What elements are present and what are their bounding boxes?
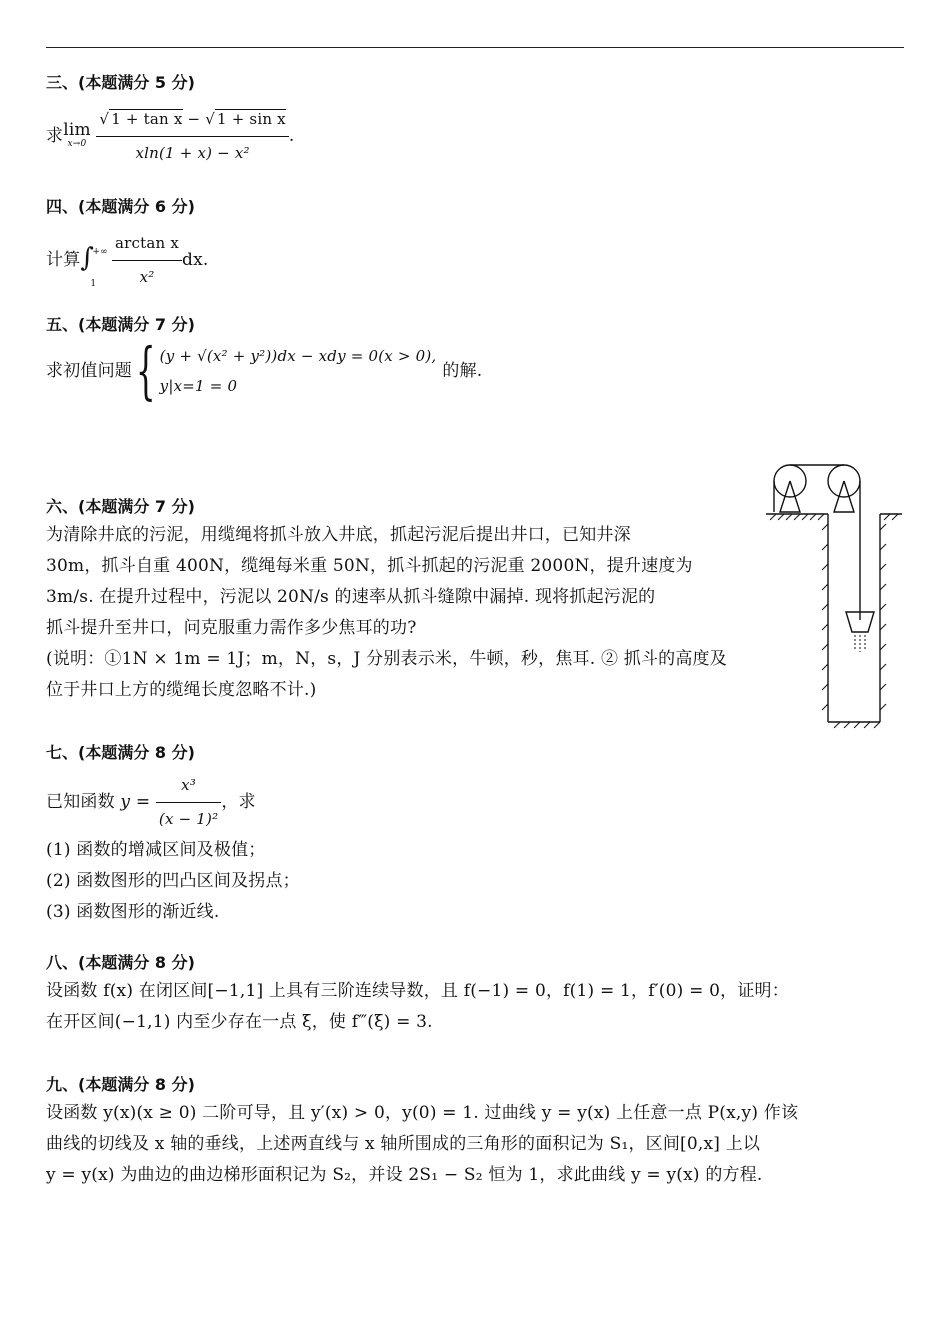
- suffix-text: dx.: [182, 250, 209, 270]
- text-line: 曲线的切线及 x 轴的垂线，上述两直线与 x 轴所围成的三角形的面积记为 S₁，区间[0,x] 上以: [46, 1134, 761, 1154]
- lim-subscript: x→0: [67, 138, 87, 149]
- section-5: [46, 314, 906, 407]
- section-heading: 九、(本题满分 8 分): [46, 1075, 195, 1094]
- left-brace: {: [135, 334, 156, 407]
- text-line: 位于井口上方的缆绳长度忽略不计.): [46, 680, 317, 700]
- text-line: y = y(x) 为曲边的曲边梯形面积记为 S₂，并设 2S₁ − S₂ 恒为 1，求此曲线 y = y(x) 的方程.: [46, 1165, 763, 1185]
- minus-sign: −: [182, 110, 206, 128]
- well-pulley-diagram: [762, 460, 908, 730]
- differential-equation: (y + √(x² + y²))dx − xdy = 0(x > 0),: [159, 347, 437, 365]
- section-3: [46, 72, 906, 169]
- list-item: (2) 函数图形的凹凸区间及拐点；: [46, 871, 300, 891]
- function-lhs: y =: [120, 792, 151, 812]
- limit-expression: [46, 104, 906, 169]
- sqrt-term-a: 1 + tan x: [111, 110, 183, 128]
- suffix-text: ，求: [221, 792, 256, 812]
- integrand-denominator: x²: [139, 268, 155, 286]
- suffix-text: 的解.: [442, 360, 483, 381]
- text-line: 30m，抓斗自重 400N，缆绳每米重 50N，抓斗抓起的污泥重 2000N，提升速度为: [46, 556, 693, 576]
- fraction-denominator: xln(1 + x) − x²: [135, 144, 250, 162]
- problem-text: [46, 1098, 906, 1191]
- problem-text: [46, 976, 906, 1038]
- question-list: [46, 835, 906, 928]
- sqrt-term-b: 1 + sin x: [216, 110, 286, 128]
- section-4: [46, 196, 906, 293]
- prefix-text: 求初值问题: [46, 360, 132, 381]
- integral-expression: [46, 228, 906, 293]
- integrand-fraction: [112, 228, 182, 293]
- section-heading: 八、(本题满分 8 分): [46, 953, 195, 972]
- initial-condition: y|x=1 = 0: [159, 377, 238, 395]
- section-9: [46, 1074, 906, 1191]
- prefix-text: 求: [46, 126, 64, 146]
- equation-system: [132, 334, 437, 407]
- section-7: [46, 742, 906, 928]
- function-definition: [46, 770, 906, 835]
- fraction-numerator: √ 1 + tan x − √ 1 + sin x: [96, 104, 288, 137]
- system-lines: [160, 341, 437, 401]
- prefix-text: 已知函数: [46, 792, 115, 812]
- function-fraction: [156, 770, 221, 835]
- lim-label: lim: [63, 119, 91, 140]
- section-heading: 五、(本题满分 7 分): [46, 315, 195, 334]
- list-item: (1) 函数的增减区间及极值；: [46, 840, 266, 860]
- text-line: 设函数 f(x) 在闭区间[−1,1] 上具有三阶连续导数，且 f(−1) = 0，f(1) = 1，f′(0) = 0，证明：: [46, 981, 789, 1001]
- section-heading: 四、(本题满分 6 分): [46, 197, 195, 216]
- text-line: 在开区间(−1,1) 内至少存在一点 ξ，使 f‴(ξ) = 3.: [46, 1012, 433, 1032]
- lower-limit: 1: [90, 278, 97, 289]
- section-6: [46, 496, 746, 706]
- list-item: (3) 函数图形的渐近线.: [46, 902, 220, 922]
- upper-limit: +∞: [92, 246, 108, 257]
- suffix-text: .: [288, 126, 295, 146]
- function-numerator: x³: [156, 770, 221, 803]
- problem-text: [46, 520, 746, 706]
- initial-value-problem: [46, 334, 906, 407]
- lim-operator: [63, 119, 91, 151]
- text-line: 3m/s. 在提升过程中，污泥以 20N/s 的速率从抓斗缝隙中漏掉. 现将抓起污泥的: [46, 587, 656, 607]
- section-heading: 三、(本题满分 5 分): [46, 73, 195, 92]
- text-line: (说明：①1N × 1m = 1J；m，N，s，J 分别表示米，牛顿，秒，焦耳. ② 抓斗的高度及: [46, 649, 727, 669]
- text-line: 为清除井底的污泥，用缆绳将抓斗放入井底，抓起污泥后提出井口，已知井深: [46, 525, 631, 545]
- section-heading: 六、(本题满分 7 分): [46, 497, 195, 516]
- section-heading: 七、(本题满分 8 分): [46, 743, 195, 762]
- text-line: 设函数 y(x)(x ≥ 0) 二阶可导，且 y′(x) > 0，y(0) = 1. 过曲线 y = y(x) 上任意一点 P(x,y) 作该: [46, 1103, 799, 1123]
- limit-fraction: [96, 104, 288, 169]
- function-denominator: (x − 1)²: [158, 810, 219, 828]
- prefix-text: 计算: [46, 250, 81, 270]
- integrand-numerator: arctan x: [112, 228, 182, 261]
- text-line: 抓斗提升至井口，问克服重力需作多少焦耳的功?: [46, 618, 417, 638]
- section-8: [46, 952, 906, 1038]
- integral-sign: ∫ +∞ 1: [80, 241, 106, 281]
- top-rule: [46, 47, 904, 48]
